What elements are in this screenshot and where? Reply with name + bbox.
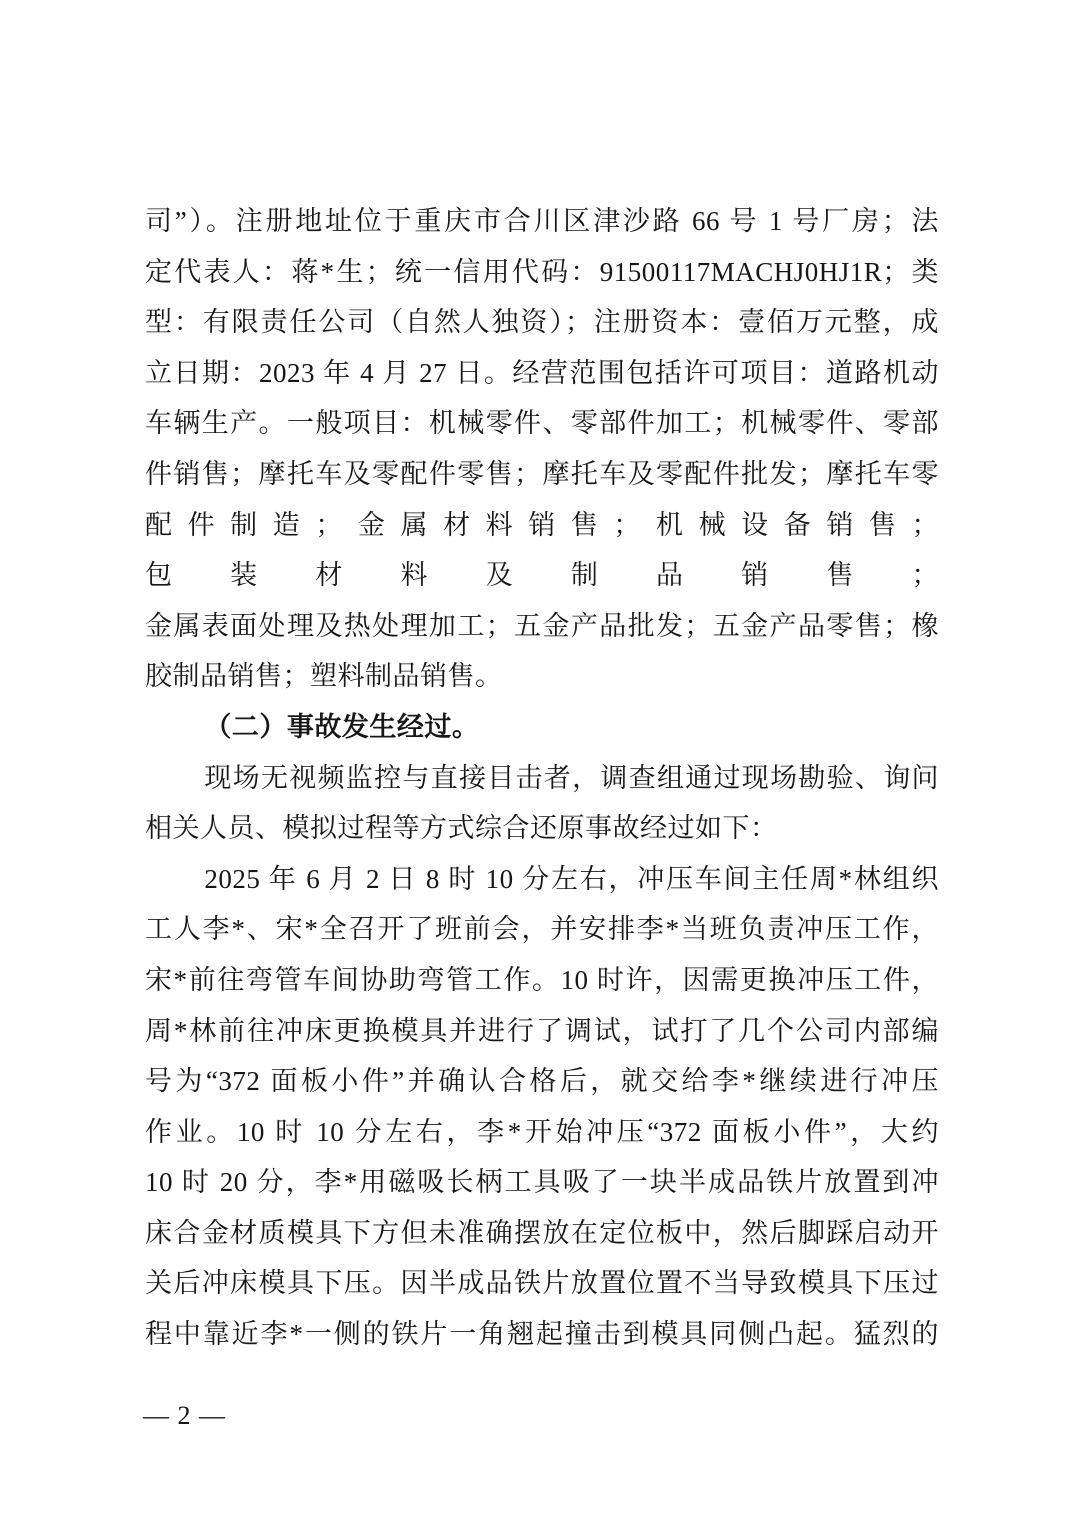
text-line: 金属表面处理及热处理加工；五金产品批发；五金产品零售；橡 (145, 610, 939, 641)
text-line: 作业。10 时 10 分左右，李*开始冲压“372 面板小件”，大约 (145, 1116, 939, 1147)
document-body (145, 196, 939, 1360)
text-line: 型：有限责任公司（自然人独资）；注册资本：壹佰万元整，成 (145, 307, 939, 338)
text-line: 胶制品销售；塑料制品销售。 (145, 661, 503, 692)
text-line: 相关人员、模拟过程等方式综合还原事故经过如下： (145, 813, 778, 844)
text-line: 2025 年 6 月 2 日 8 时 10 分左右，冲压车间主任周*林组织 (204, 863, 939, 894)
text-line: 车辆生产。一般项目：机械零件、零部件加工；机械零件、零部 (145, 408, 939, 439)
text-line: 现场无视频监控与直接目击者，调查组通过现场勘验、询问 (204, 762, 939, 793)
text-line: 宋*前往弯管车间协助弯管工作。10 时许，因需更换冲压工件， (145, 964, 939, 995)
page-footer (143, 1398, 226, 1434)
text-line: 10 时 20 分，李*用磁吸长柄工具吸了一块半成品铁片放置到冲 (145, 1167, 939, 1198)
text-line: 司”）。注册地址位于重庆市合川区津沙路 66 号 1 号厂房；法 (145, 206, 939, 236)
text-line: 程中靠近李*一侧的铁片一角翘起撞击到模具同侧凸起。猛烈的 (145, 1319, 939, 1350)
text-line: 关后冲床模具下压。因半成品铁片放置位置不当导致模具下压过 (145, 1268, 939, 1299)
page-number: — 2 — (143, 1401, 226, 1430)
text-line: 床合金材质模具下方但未准确摆放在定位板中，然后脚踩启动开 (145, 1217, 939, 1248)
text-line: 周*林前往冲床更换模具并进行了调试，试打了几个公司内部编 (145, 1015, 939, 1046)
text-line: 配件制造；金属材料销售；机械设备销售；包装材料及制品销售； (145, 509, 939, 591)
text-line: （二）事故发生经过。 (204, 711, 480, 742)
text-line: 号为“372 面板小件”并确认合格后，就交给李*继续进行冲压 (145, 1066, 939, 1097)
text-line: 件销售；摩托车及零配件零售；摩托车及零配件批发；摩托车零 (145, 458, 939, 489)
text-line: 定代表人：蒋*生；统一信用代码：91500117MACHJ0HJ1R；类 (145, 256, 939, 287)
text-line: 立日期：2023 年 4 月 27 日。经营范围包括许可项目：道路机动 (145, 357, 939, 388)
text-line: 工人李*、宋*全召开了班前会，并安排李*当班负责冲压工作， (145, 914, 939, 945)
